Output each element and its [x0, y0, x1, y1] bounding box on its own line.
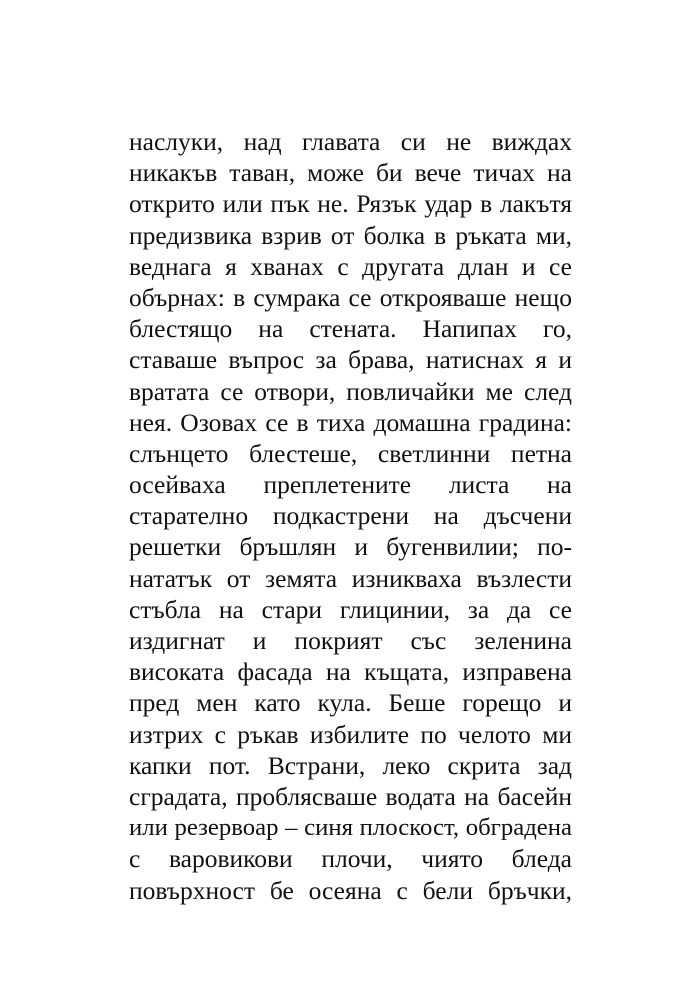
text-line: вратата се отвори, повличайки ме след: [129, 376, 572, 406]
text-line: капки пот. Встрани, леко скрита зад: [129, 750, 572, 780]
text-line: сградата, проблясваше водата на басейн: [129, 781, 572, 811]
page-body-text: [129, 126, 572, 906]
text-line: нататък от земята изникваха възлести: [129, 563, 572, 593]
text-line: предизвика взрив от болка в ръката ми,: [129, 220, 572, 250]
text-line: изтрих с ръкав избилите по челото ми: [129, 719, 572, 749]
text-line: ставаше въпрос за брава, натиснах я и: [129, 345, 572, 375]
text-line: блестящо на стената. Напипах го,: [129, 314, 572, 344]
text-line: старателно подкастрени на дъсчени: [129, 501, 572, 531]
text-line: никакъв таван, може би вече тичах на: [129, 158, 572, 188]
text-line: осейваха преплетените листа на: [129, 470, 572, 500]
text-line: открито или пък не. Рязък удар в лакътя: [129, 189, 572, 219]
text-line: издигнат и покрият със зеленина: [129, 626, 572, 655]
text-line: или резервоар – синя плоскост, обградена: [129, 814, 572, 842]
text-line: пред мен като кула. Беше горещо и: [129, 688, 572, 718]
text-line: слънцето блестеше, светлинни петна: [129, 438, 572, 468]
text-line: стъбла на стари глицинии, за да се: [129, 594, 572, 624]
text-line: веднага я хванах с другата длан и се: [129, 251, 572, 281]
text-line: решетки бръшлян и бугенвилии; по-: [129, 532, 572, 562]
text-line: високата фасада на къщата, изправена: [129, 657, 572, 687]
text-line: обърнах: в сумрака се открояваше нещо: [129, 282, 572, 312]
text-line: нея. Озовах се в тиха домашна градина:: [129, 407, 572, 437]
text-line: с варовикови плочи, чиято бледа: [129, 844, 572, 874]
text-line: наслуки, над главата си не виждах: [129, 127, 572, 156]
text-line: повърхност бе осеяна с бели бръчки,: [129, 875, 572, 905]
